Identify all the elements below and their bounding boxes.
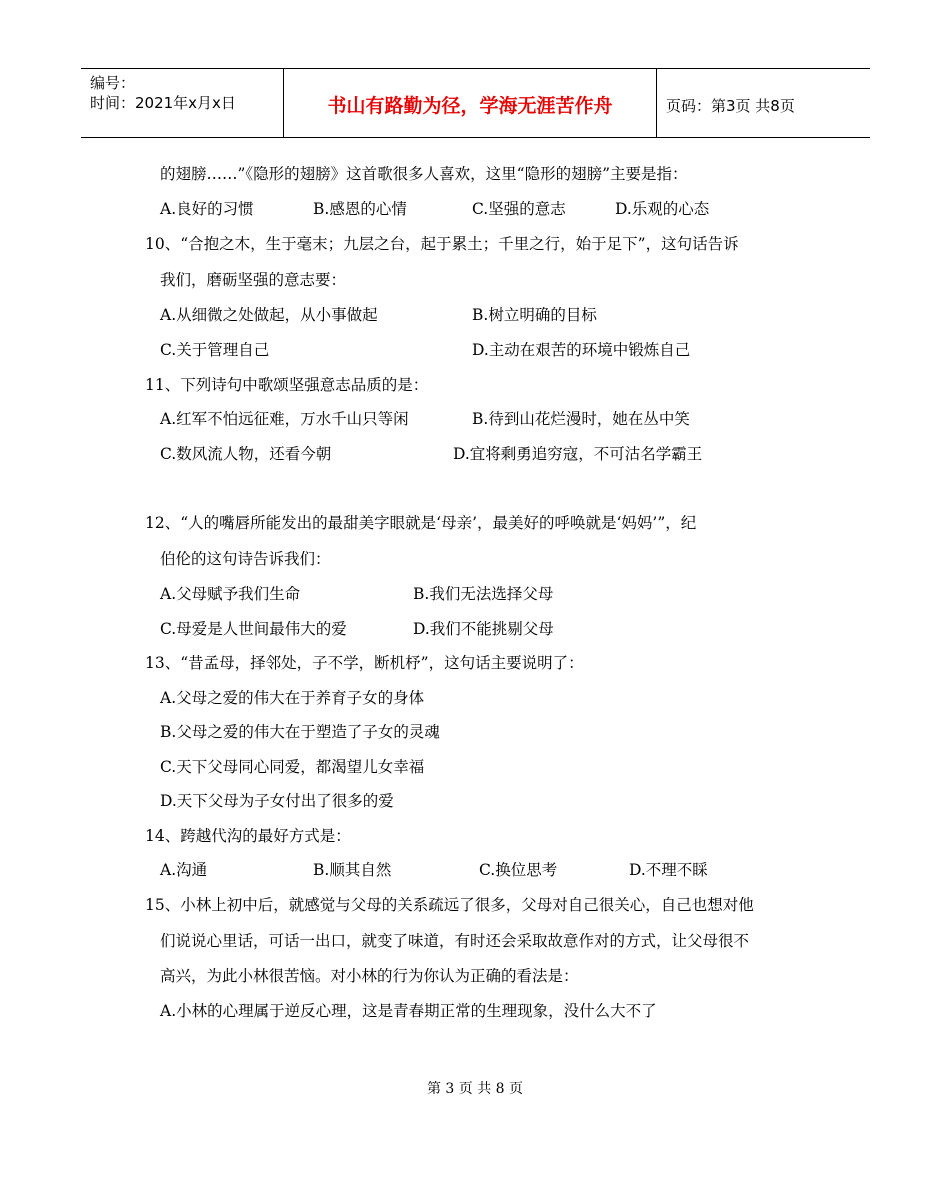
q9-option-c: C.坚强的意志 bbox=[472, 200, 566, 218]
q11-stem: 11、下列诗句中歌颂坚强意志品质的是： bbox=[145, 376, 429, 394]
q13-option-a: A.父母之爱的伟大在于养育子女的身体 bbox=[160, 689, 425, 707]
q12-stem-cont: 伯伦的这句诗告诉我们： bbox=[160, 550, 331, 568]
q11-option-b: B.待到山花烂漫时，她在丛中笑 bbox=[472, 410, 690, 428]
q9-option-d: D.乐观的心态 bbox=[615, 200, 710, 218]
serial-label: 编号： bbox=[90, 74, 136, 92]
q14-stem: 14、跨越代沟的最好方式是： bbox=[145, 827, 351, 845]
q15-option-a: A.小林的心理属于逆反心理，这是青春期正常的生理现象，没什么大不了 bbox=[160, 1002, 657, 1020]
q14-option-b: B.顺其自然 bbox=[313, 861, 392, 879]
q13-option-c: C.天下父母同心同爱，都渴望儿女幸福 bbox=[160, 758, 425, 776]
q10-stem: 10、“合抱之木，生于毫末；九层之台，起于累土；千里之行，始于足下”，这句话告诉 bbox=[145, 235, 739, 253]
q11-option-d: D.宜将剩勇追穷寇，不可沽名学霸王 bbox=[453, 445, 703, 463]
time-label: 时间：2021年x月x日 bbox=[90, 94, 236, 112]
q15-stem-cont: 们说说心里话，可话一出口，就变了味道，有时还会采取故意作对的方式，让父母很不 bbox=[160, 932, 750, 950]
q10-stem-cont: 我们，磨砺坚强的意志要： bbox=[160, 271, 347, 289]
q14-option-c: C.换位思考 bbox=[479, 861, 558, 879]
q10-option-b: B.树立明确的目标 bbox=[472, 306, 597, 324]
q9-option-b: B.感恩的心情 bbox=[313, 200, 407, 218]
q12-stem: 12、“人的嘴唇所能发出的最甜美字眼就是‘母亲’，最美好的呼唤就是‘妈妈’”，纪 bbox=[145, 514, 697, 532]
header-divider bbox=[656, 69, 657, 137]
q11-option-a: A.红军不怕远征难，万水千山只等闲 bbox=[160, 410, 409, 428]
q13-stem: 13、“昔孟母，择邻处，子不学，断机杼”，这句话主要说明了： bbox=[145, 654, 584, 672]
q14-option-d: D.不理不睬 bbox=[629, 861, 708, 879]
page-footer: 第 3 页 共 8 页 bbox=[426, 1081, 524, 1097]
q11-option-c: C.数风流人物，还看今朝 bbox=[160, 445, 332, 463]
q13-option-b: B.父母之爱的伟大在于塑造了子女的灵魂 bbox=[160, 723, 440, 741]
page-header bbox=[81, 68, 870, 138]
q12-option-c: C.母爱是人世间最伟大的爱 bbox=[160, 620, 347, 638]
q12-option-a: A.父母赋予我们生命 bbox=[160, 585, 301, 603]
q14-option-a: A.沟通 bbox=[160, 861, 208, 879]
q9-stem-tail: 的翅膀……”《隐形的翅膀》这首歌很多人喜欢，这里“隐形的翅膀”主要是指： bbox=[160, 165, 688, 183]
header-meta bbox=[90, 73, 236, 113]
q9-option-a: A.良好的习惯 bbox=[160, 200, 254, 218]
header-page-code: 页码：第3页 共8页 bbox=[666, 97, 795, 115]
q12-option-d: D.我们不能挑剔父母 bbox=[413, 620, 554, 638]
header-motto: 书山有路勤为径，学海无涯苦作舟 bbox=[327, 95, 613, 117]
q10-option-a: A.从细微之处做起，从小事做起 bbox=[160, 306, 378, 324]
q15-stem-cont: 高兴，为此小林很苦恼。对小林的行为你认为正确的看法是： bbox=[160, 967, 579, 985]
q15-stem: 15、小林上初中后，就感觉与父母的关系疏远了很多，父母对自己很关心，自己也想对他 bbox=[145, 896, 754, 914]
q13-option-d: D.天下父母为子女付出了很多的爱 bbox=[160, 792, 394, 810]
q10-option-d: D.主动在艰苦的环境中锻炼自己 bbox=[472, 341, 691, 359]
q12-option-b: B.我们无法选择父母 bbox=[413, 585, 554, 603]
q10-option-c: C.关于管理自己 bbox=[160, 341, 270, 359]
